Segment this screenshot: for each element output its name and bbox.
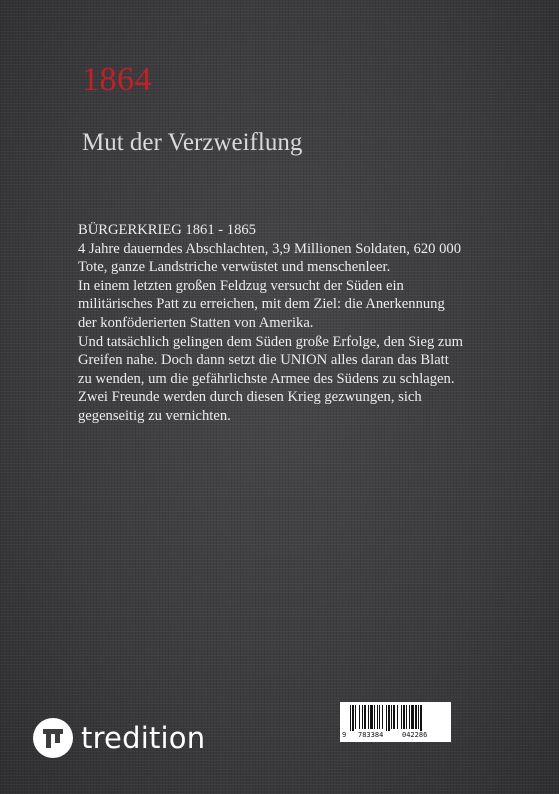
cover-subtitle: Mut der Verzweiflung xyxy=(82,129,303,156)
blurb-line: 4 Jahre dauerndes Abschlachten, 3,9 Millionen Soldaten, 620 000 xyxy=(78,240,462,257)
barcode-bar xyxy=(368,705,369,729)
barcode-group-right: 042286 xyxy=(402,731,428,739)
barcode-bar xyxy=(350,705,351,731)
barcode-bar xyxy=(355,705,356,729)
barcode-bar xyxy=(397,705,398,729)
blurb-line: Greifen nahe. Doch dann setzt die UNION alles daran das Blatt xyxy=(78,352,449,369)
blurb-line: In einem letzten großen Feldzug versucht der Süden ein xyxy=(78,277,404,294)
barcode-bars xyxy=(340,702,451,732)
barcode-bar xyxy=(406,705,407,729)
barcode-bar xyxy=(386,705,387,731)
barcode-bar xyxy=(364,705,366,729)
barcode-bar xyxy=(374,705,375,729)
blurb-line: Zwei Freunde werden durch diesen Krieg gezwungen, sich xyxy=(78,389,422,406)
barcode-bar xyxy=(382,705,383,729)
blurb-line: zu wenden, um die gefährlichste Armee des Südens zu schlagen. xyxy=(78,370,455,387)
barcode-bar xyxy=(391,705,392,729)
barcode-bar xyxy=(379,705,380,729)
publisher-logo xyxy=(33,718,205,758)
barcode-digit-first: 9 xyxy=(342,731,347,739)
blurb-line: BÜRGERKRIEG 1861 - 1865 xyxy=(78,222,256,238)
barcode-bar xyxy=(362,705,363,729)
barcode-bar xyxy=(401,705,402,729)
blurb-line: der konföderierten Statten von Amerika. xyxy=(78,314,314,331)
barcode-bar xyxy=(388,705,390,731)
barcode-bar xyxy=(403,705,405,729)
blurb-text xyxy=(78,221,548,426)
tredition-logo-icon xyxy=(33,718,73,758)
barcode-bar xyxy=(393,705,395,729)
barcode-bar xyxy=(420,705,422,731)
blurb-line: gegenseitig zu vernichten. xyxy=(78,407,231,424)
barcode-bar xyxy=(411,705,414,729)
barcode-bar xyxy=(418,705,419,729)
blurb-line: Tote, ganze Landstriche verwüstet und menschenleer. xyxy=(78,259,391,276)
barcode-group-left: 783384 xyxy=(358,731,384,739)
isbn-barcode xyxy=(340,702,451,742)
cover-year-title: 1864 xyxy=(82,61,152,98)
publisher-name: tredition xyxy=(81,721,206,755)
barcode-bar xyxy=(370,705,373,729)
barcode-bar xyxy=(377,705,378,729)
blurb-line: militärisches Patt zu erreichen, mit dem Ziel: die Anerkennung xyxy=(78,296,445,313)
barcode-bar xyxy=(409,705,410,729)
blurb-line: Und tatsächlich gelingen dem Süden große Erfolge, den Sieg zum xyxy=(78,333,464,350)
barcode-bar xyxy=(352,705,354,731)
barcode-bar xyxy=(415,705,417,729)
barcode-bar xyxy=(359,705,360,729)
